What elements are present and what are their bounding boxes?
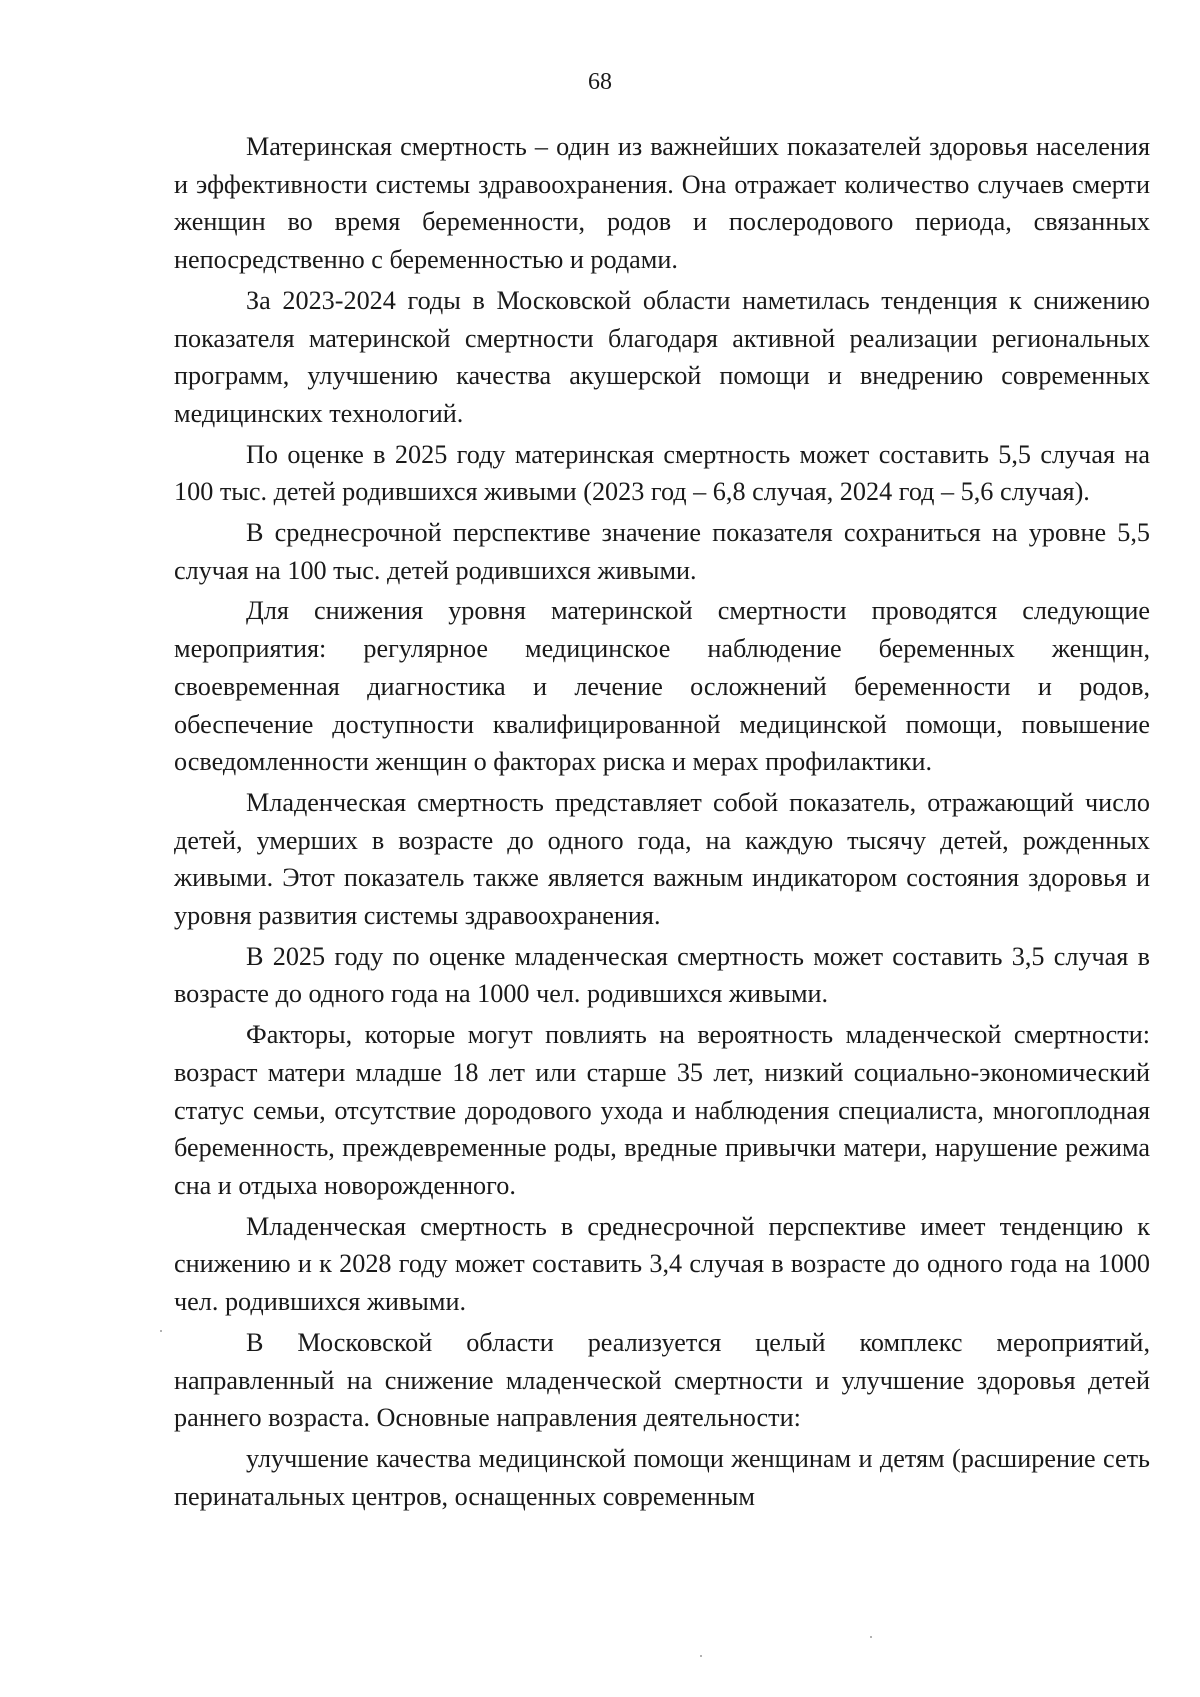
paragraph-infant-risk-factors: Факторы, которые могут повлиять на вероятность младенческой смертности: возраст матери младше 18 лет или старше 35 лет, низкий социально-экономический статус семьи, отсутствие дородового ухода и наблюдения специалиста, многоплодная беременность, преждевременные роды, вредные привычки матери, нарушение режима сна и отдыха новорожденного.	[174, 1020, 1150, 1200]
paragraph-infant-estimate-2025: В 2025 году по оценке младенческая смертность может составить 3,5 случая в возрасте до одного года на 1000 чел. родившихся живыми.	[174, 941, 1150, 1009]
scan-artifact-dot	[870, 1636, 872, 1638]
paragraph-maternal-estimate-2025: По оценке в 2025 году материнская смертность может составить 5,5 случая на 100 тыс. детей родившихся живыми (2023 год – 6,8 случая, 2024 год – 5,6 случая).	[174, 439, 1150, 507]
paragraph-maternal-measures: Для снижения уровня материнской смертности проводятся следующие мероприятия: регулярное медицинское наблюдение беременных женщин, своевременная диагностика и лечение осложнений беременности и родов, обеспечение доступности квалифицированной медицинской помощи, повышение осведомленности женщин о факторах риска и мерах профилактики.	[174, 596, 1150, 777]
paragraph-infant-medium-term: Младенческая смертность в среднесрочной перспективе имеет тенденцию к снижению и к 2028 году может составить 3,4 случая в возрасте до одного года на 1000 чел. родившихся живыми.	[174, 1211, 1150, 1317]
paragraph-maternal-mortality-definition: Материнская смертность – один из важнейших показателей здоровья населения и эффективности системы здравоохранения. Она отражает количество случаев смерти женщин во время беременности, родов и послеродового периода, связанных непосредственно с беременностью и родами.	[174, 132, 1150, 275]
scan-artifact-dot	[160, 1330, 162, 1332]
paragraph-moscow-region-measures: В Московской области реализуется целый комплекс мероприятий, направленный на снижение младенческой смертности и улучшение здоровья детей раннего возраста. Основные направления деятельности:	[174, 1327, 1150, 1433]
scan-artifact-dot	[700, 1655, 702, 1657]
page-number: 68	[588, 69, 612, 95]
paragraph-maternal-medium-term: В среднесрочной перспективе значение показателя сохраниться на уровне 5,5 случая на 100 тыс. детей родившихся живыми.	[174, 518, 1150, 585]
document-body	[174, 128, 1150, 1515]
paragraph-maternal-trend-2023-2024: За 2023-2024 годы в Московской области наметилась тенденция к снижению показателя материнской смертности благодаря активной реализации региональных программ, улучшению качества акушерской помощи и внедрению современных медицинских технологий.	[174, 285, 1150, 428]
paragraph-quality-improvement: улучшение качества медицинской помощи женщинам и детям (расширение сеть перинатальных центров, оснащенных современным	[174, 1443, 1150, 1511]
paragraph-infant-mortality-definition: Младенческая смертность представляет собой показатель, отражающий число детей, умерших в возрасте до одного года, на каждую тысячу детей, рожденных живыми. Этот показатель также является важным индикатором состояния здоровья и уровня развития системы здравоохранения.	[174, 787, 1150, 931]
